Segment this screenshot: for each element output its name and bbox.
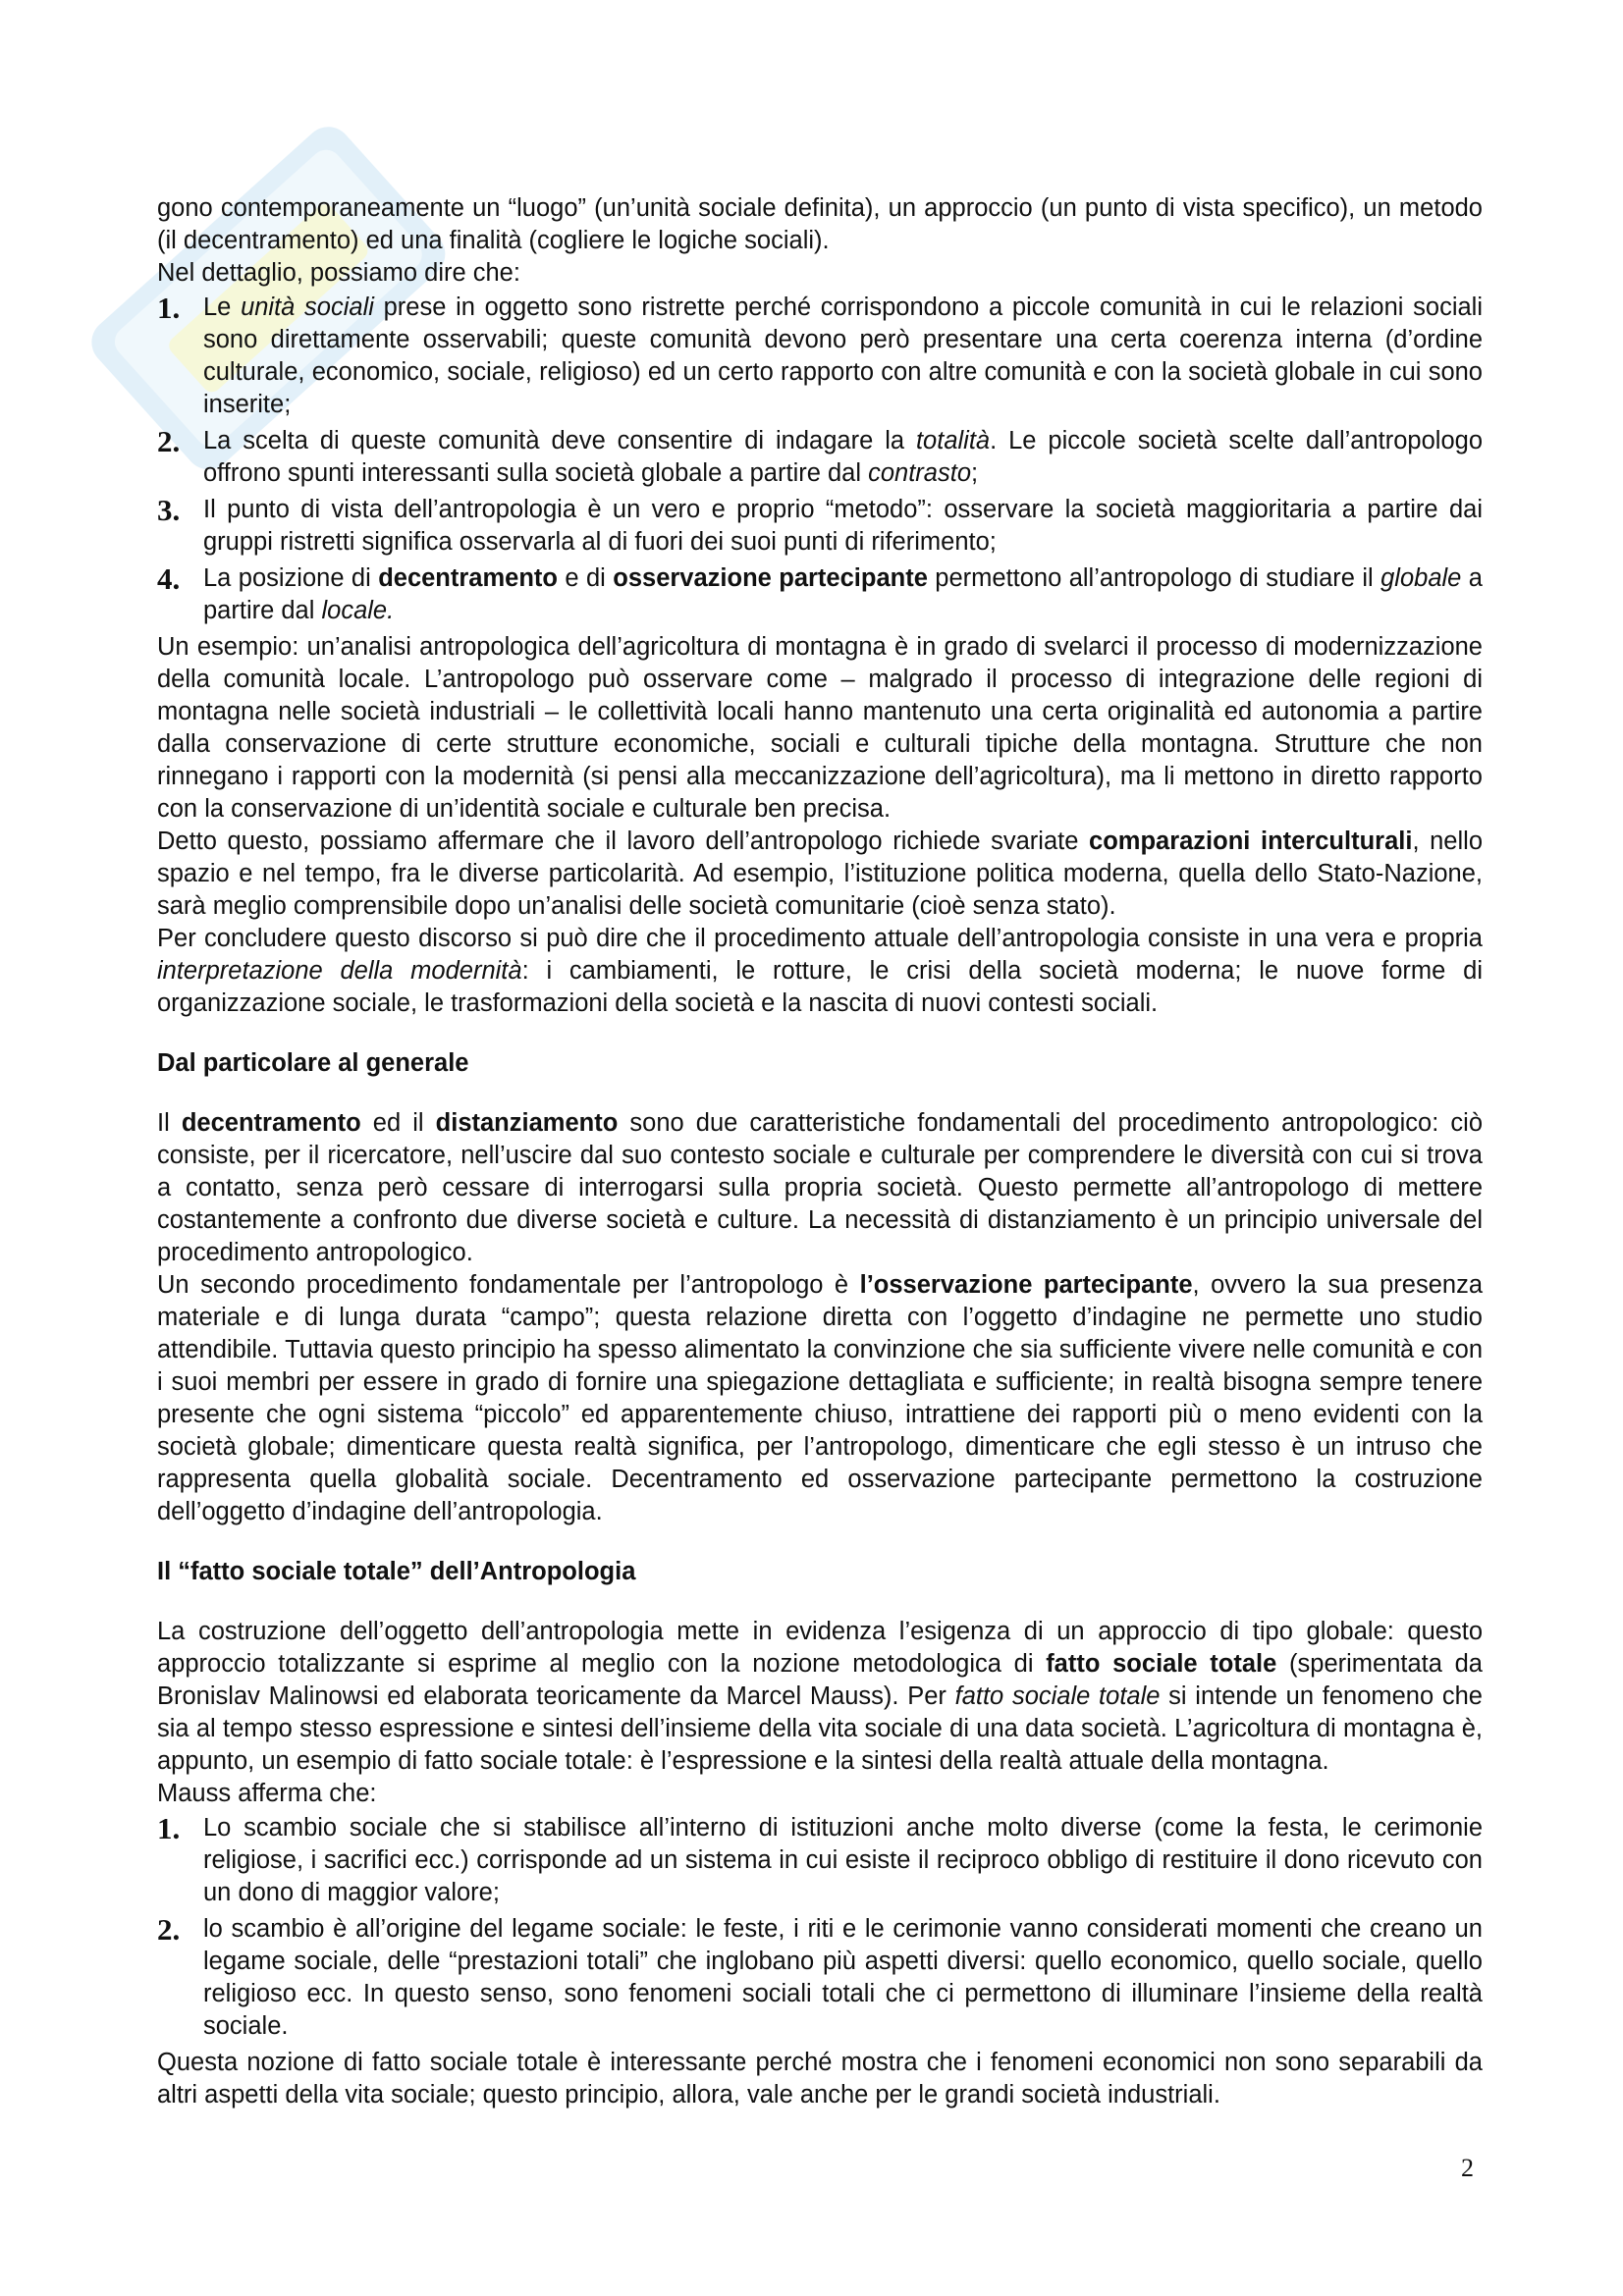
list-item <box>157 425 1483 490</box>
list-number: 4. <box>157 561 181 596</box>
list-number: 1. <box>157 291 181 325</box>
paragraph-fatto-sociale: La costruzione dell’oggetto dell’antropologia mette in evidenza l’esigenza di un approccio di tipo globale: questo approccio totalizzante si esprime al meglio con la nozione metodologica di fatto sociale totale (sperimentata da Bronislav Malinowsi ed elaborata teoricamente da Marcel Mauss). Per fatto sociale totale si intende un fenomeno che sia al tempo stesso espressione e sintesi dell’insieme della vita sociale di una data società. L’agricoltura di montagna è, appunto, un esempio di fatto sociale totale: è l’espressione e la sintesi della realtà attuale della montagna. <box>157 1618 1483 1775</box>
intro-paragraph: gono contemporaneamente un “luogo” (un’unità sociale definita), un approccio (un punto di vista specifico), un metodo (il decentramento) ed una finalità (cogliere le logiche sociali). <box>157 194 1483 254</box>
numbered-list-1 <box>157 292 1483 627</box>
list-text: lo scambio è all’origine del legame sociale: le feste, i riti e le cerimonie vanno considerati momenti che creano un legame sociale, delle “prestazioni totali” che inglobano più aspetti diversi: quello economico, quello sociale, quello religioso ecc. In questo senso, sono fenomeni sociali totali che ci permettono di illuminare l’insieme della realtà sociale. <box>203 1915 1483 2040</box>
list-item <box>157 292 1483 421</box>
list-text: La scelta di queste comunità deve consentire di indagare la totalità. Le piccole società scelte dall’antropologo offrono spunti interessanti sulla società globale a partire dal contrasto; <box>203 427 1484 487</box>
paragraph-conclusion: Per concludere questo discorso si può dire che il procedimento attuale dell’antropologia consiste in una vera e propria interpretazione della modernità: i cambiamenti, le rotture, le crisi della società moderna; le nuove forme di organizzazione sociale, le trasformazioni della società e la nascita di nuovi contesti sociali. <box>157 925 1483 1017</box>
list-text: Il punto di vista dell’antropologia è un vero e proprio “metodo”: osservare la società maggioritaria a partire dai gruppi ristretti significa osservarla al di fuori dei suoi punti di riferimento; <box>203 496 1483 556</box>
paragraph-example: Un esempio: un’analisi antropologica dell’agricoltura di montagna è in grado di svelarci il processo di modernizzazione della comunità locale. L’antropologo può osservare come – malgrado il processo di integrazione delle regioni di montagna nelle società industriali – le collettività locali hanno mantenuto una certa originalità ed autonomia a partire dalla conservazione di certe strutture economiche, sociali e culturali tipiche della montagna. Strutture che non rinnegano i rapporti con la modernità (si pensi alla meccanizzazione dell’agricoltura), ma li mettono in diretto rapporto con la conservazione di un’identità sociale e culturale ben precisa. <box>157 633 1483 823</box>
section-heading: Dal particolare al generale <box>157 1049 469 1077</box>
list-number: 3. <box>157 493 181 527</box>
list-item <box>157 562 1483 627</box>
list-item <box>157 1913 1483 2043</box>
paragraph-mauss: Mauss afferma che: <box>157 1780 377 1807</box>
list-item <box>157 1812 1483 1909</box>
paragraph-final: Questa nozione di fatto sociale totale è interessante perché mostra che i fenomeni economici non sono separabili da altri aspetti della vita sociale; questo principio, allora, vale anche per le grandi società industriali. <box>157 2049 1483 2109</box>
paragraph-comparisons: Detto questo, possiamo affermare che il lavoro dell’antropologo richiede svariate comparazioni interculturali, nello spazio e nel tempo, fra le diverse particolarità. Ad esempio, l’istituzione politica moderna, quella dello Stato-Nazione, sarà meglio comprensibile dopo un’analisi delle società comunitarie (cioè senza stato). <box>157 828 1484 920</box>
numbered-list-2 <box>157 1812 1483 2043</box>
list-number: 1. <box>157 1811 181 1845</box>
list-item <box>157 494 1483 559</box>
paragraph-osservazione: Un secondo procedimento fondamentale per l’antropologo è l’osservazione partecipante, ovvero la sua presenza materiale e di lunga durata “campo”; questa relazione diretta con l’oggetto d’indagine ne permette uno studio attendibile. Tuttavia questo principio ha spesso alimentato la convinzione che sia sufficiente vivere nelle comunità e con i suoi membri per essere in grado di fornire una spiegazione dettagliata e sufficiente; in realtà bisogna sempre tenere presente che ogni sistema “piccolo” ed apparentemente chiuso, intrattiene dei rapporti più o meno evidenti con la società globale; dimenticare questa realtà significa, per l’antropologo, dimenticare che egli stesso è un intruso che rappresenta quella globalità sociale. Decentramento ed osservazione partecipante permettono la costruzione dell’oggetto d’indagine dell’antropologia. <box>157 1271 1484 1525</box>
list-text: Lo scambio sociale che si stabilisce all’interno di istituzioni anche molto diverse (come la festa, le cerimonie religiose, i sacrifici ecc.) corrisponde ad un sistema in cui esiste il reciproco obbligo di restituire il dono ricevuto con un dono di maggior valore; <box>203 1814 1483 1906</box>
section-heading: Il “fatto sociale totale” dell’Antropologia <box>157 1558 636 1585</box>
list-number: 2. <box>157 1912 181 1947</box>
list-number: 2. <box>157 424 181 458</box>
page-number: 2 <box>1461 2154 1474 2182</box>
document-page <box>157 192 1483 2111</box>
paragraph-decentramento: Il decentramento ed il distanziamento sono due caratteristiche fondamentali del procedimento antropologico: ciò consiste, per il ricercatore, nell’uscire dal suo contesto sociale e culturale per comprendere le diversità con cui si trova a contatto, senza però cessare di interrogarsi sulla propria società. Questo permette all’antropologo di mettere costantemente a confronto due diverse società e culture. La necessità di distanziamento è un principio universale del procedimento antropologico. <box>157 1109 1483 1266</box>
intro-lead: Nel dettaglio, possiamo dire che: <box>157 259 520 287</box>
list-text: Le unità sociali prese in oggetto sono ristrette perché corrispondono a piccole comunità in cui le relazioni sociali sono direttamente osservabili; queste comunità devono però presentare una certa coerenza interna (d’ordine culturale, economico, sociale, religioso) ed un certo rapporto con altre comunità e con la società globale in cui sono inserite; <box>203 294 1484 418</box>
list-text: La posizione di decentramento e di osservazione partecipante permettono all’antropologo di studiare il globale a partire dal locale. <box>203 564 1483 624</box>
